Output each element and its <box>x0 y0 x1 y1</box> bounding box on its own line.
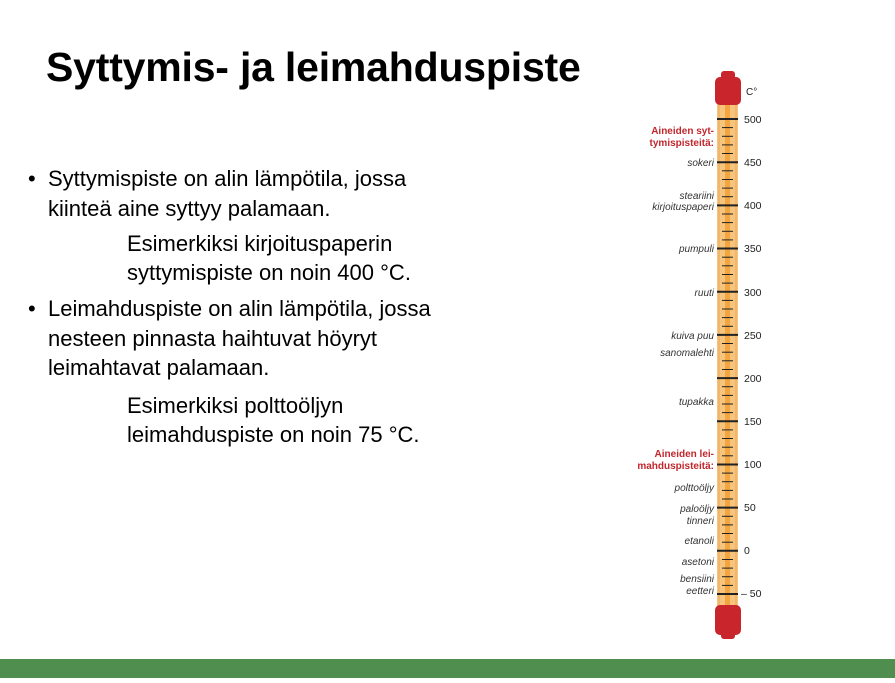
substance-label: polttoöljy <box>674 483 714 494</box>
substance-label: asetoni <box>681 557 714 568</box>
substance-label: paloöljy <box>680 504 714 515</box>
scale-label: 300 <box>744 287 762 299</box>
substance-label: bensiini <box>680 574 714 585</box>
scale-label: 0 <box>744 545 750 557</box>
scale-label: 100 <box>744 459 762 471</box>
substance-label: eetteri <box>686 586 714 597</box>
scale-label: 250 <box>744 330 762 342</box>
bullet-marker: • <box>28 296 36 321</box>
scale-label: 400 <box>744 200 762 212</box>
bullet-text-line: leimahtavat palamaan. <box>48 355 270 380</box>
scale-label: 200 <box>744 373 762 385</box>
footer-bar <box>0 659 895 678</box>
substance-label: tupakka <box>678 397 714 408</box>
scale-label: – 50 <box>741 588 762 600</box>
thermometer-bottom-knob <box>721 630 735 639</box>
substance-label: sanomalehti <box>660 348 714 359</box>
substance-label: kirjoituspaperi <box>652 202 714 213</box>
ignition-heading: Aineiden syt- <box>651 126 714 137</box>
bullet-text-line: Syttymispiste on alin lämpötila, jossa <box>48 166 407 191</box>
bullet-text-line: kiinteä aine syttyy palamaan. <box>48 195 331 221</box>
example-line: Esimerkiksi polttoöljyn <box>127 393 344 418</box>
thermometer-top-cap <box>715 77 741 105</box>
unit-label: C° <box>746 87 758 98</box>
bullet-text-line: Leimahduspiste on alin lämpötila, jossa <box>48 296 431 321</box>
substance-label: tinneri <box>686 516 714 527</box>
bullet-text-line: nesteen pinnasta haihtuvat höyryt <box>48 325 378 351</box>
example-line: syttymispiste on noin 400 °C. <box>127 260 411 285</box>
bullet-marker: • <box>28 166 36 191</box>
flash-heading: Aineiden lei- <box>654 449 714 460</box>
ignition-heading: tymispisteitä: <box>649 138 714 149</box>
substance-label: etanoli <box>684 536 714 547</box>
substance-label: kuiva puu <box>671 331 714 342</box>
scale-label: 500 <box>744 114 762 126</box>
scale-label: 150 <box>744 416 762 428</box>
slide-title: Syttymis- ja leimahduspiste <box>46 44 581 90</box>
scale-label: 350 <box>744 243 762 255</box>
substance-label: sokeri <box>687 158 714 169</box>
substance-label: pumpuli <box>678 244 714 255</box>
flash-heading: mahduspisteitä: <box>637 461 714 472</box>
example-line: Esimerkiksi kirjoituspaperin <box>127 231 393 256</box>
scale-label: 450 <box>744 157 762 169</box>
substance-label: ruuti <box>694 288 714 299</box>
substance-label: steariini <box>679 191 714 202</box>
example-line: leimahduspiste on noin 75 °C. <box>127 422 420 447</box>
scale-label: 50 <box>744 502 756 514</box>
